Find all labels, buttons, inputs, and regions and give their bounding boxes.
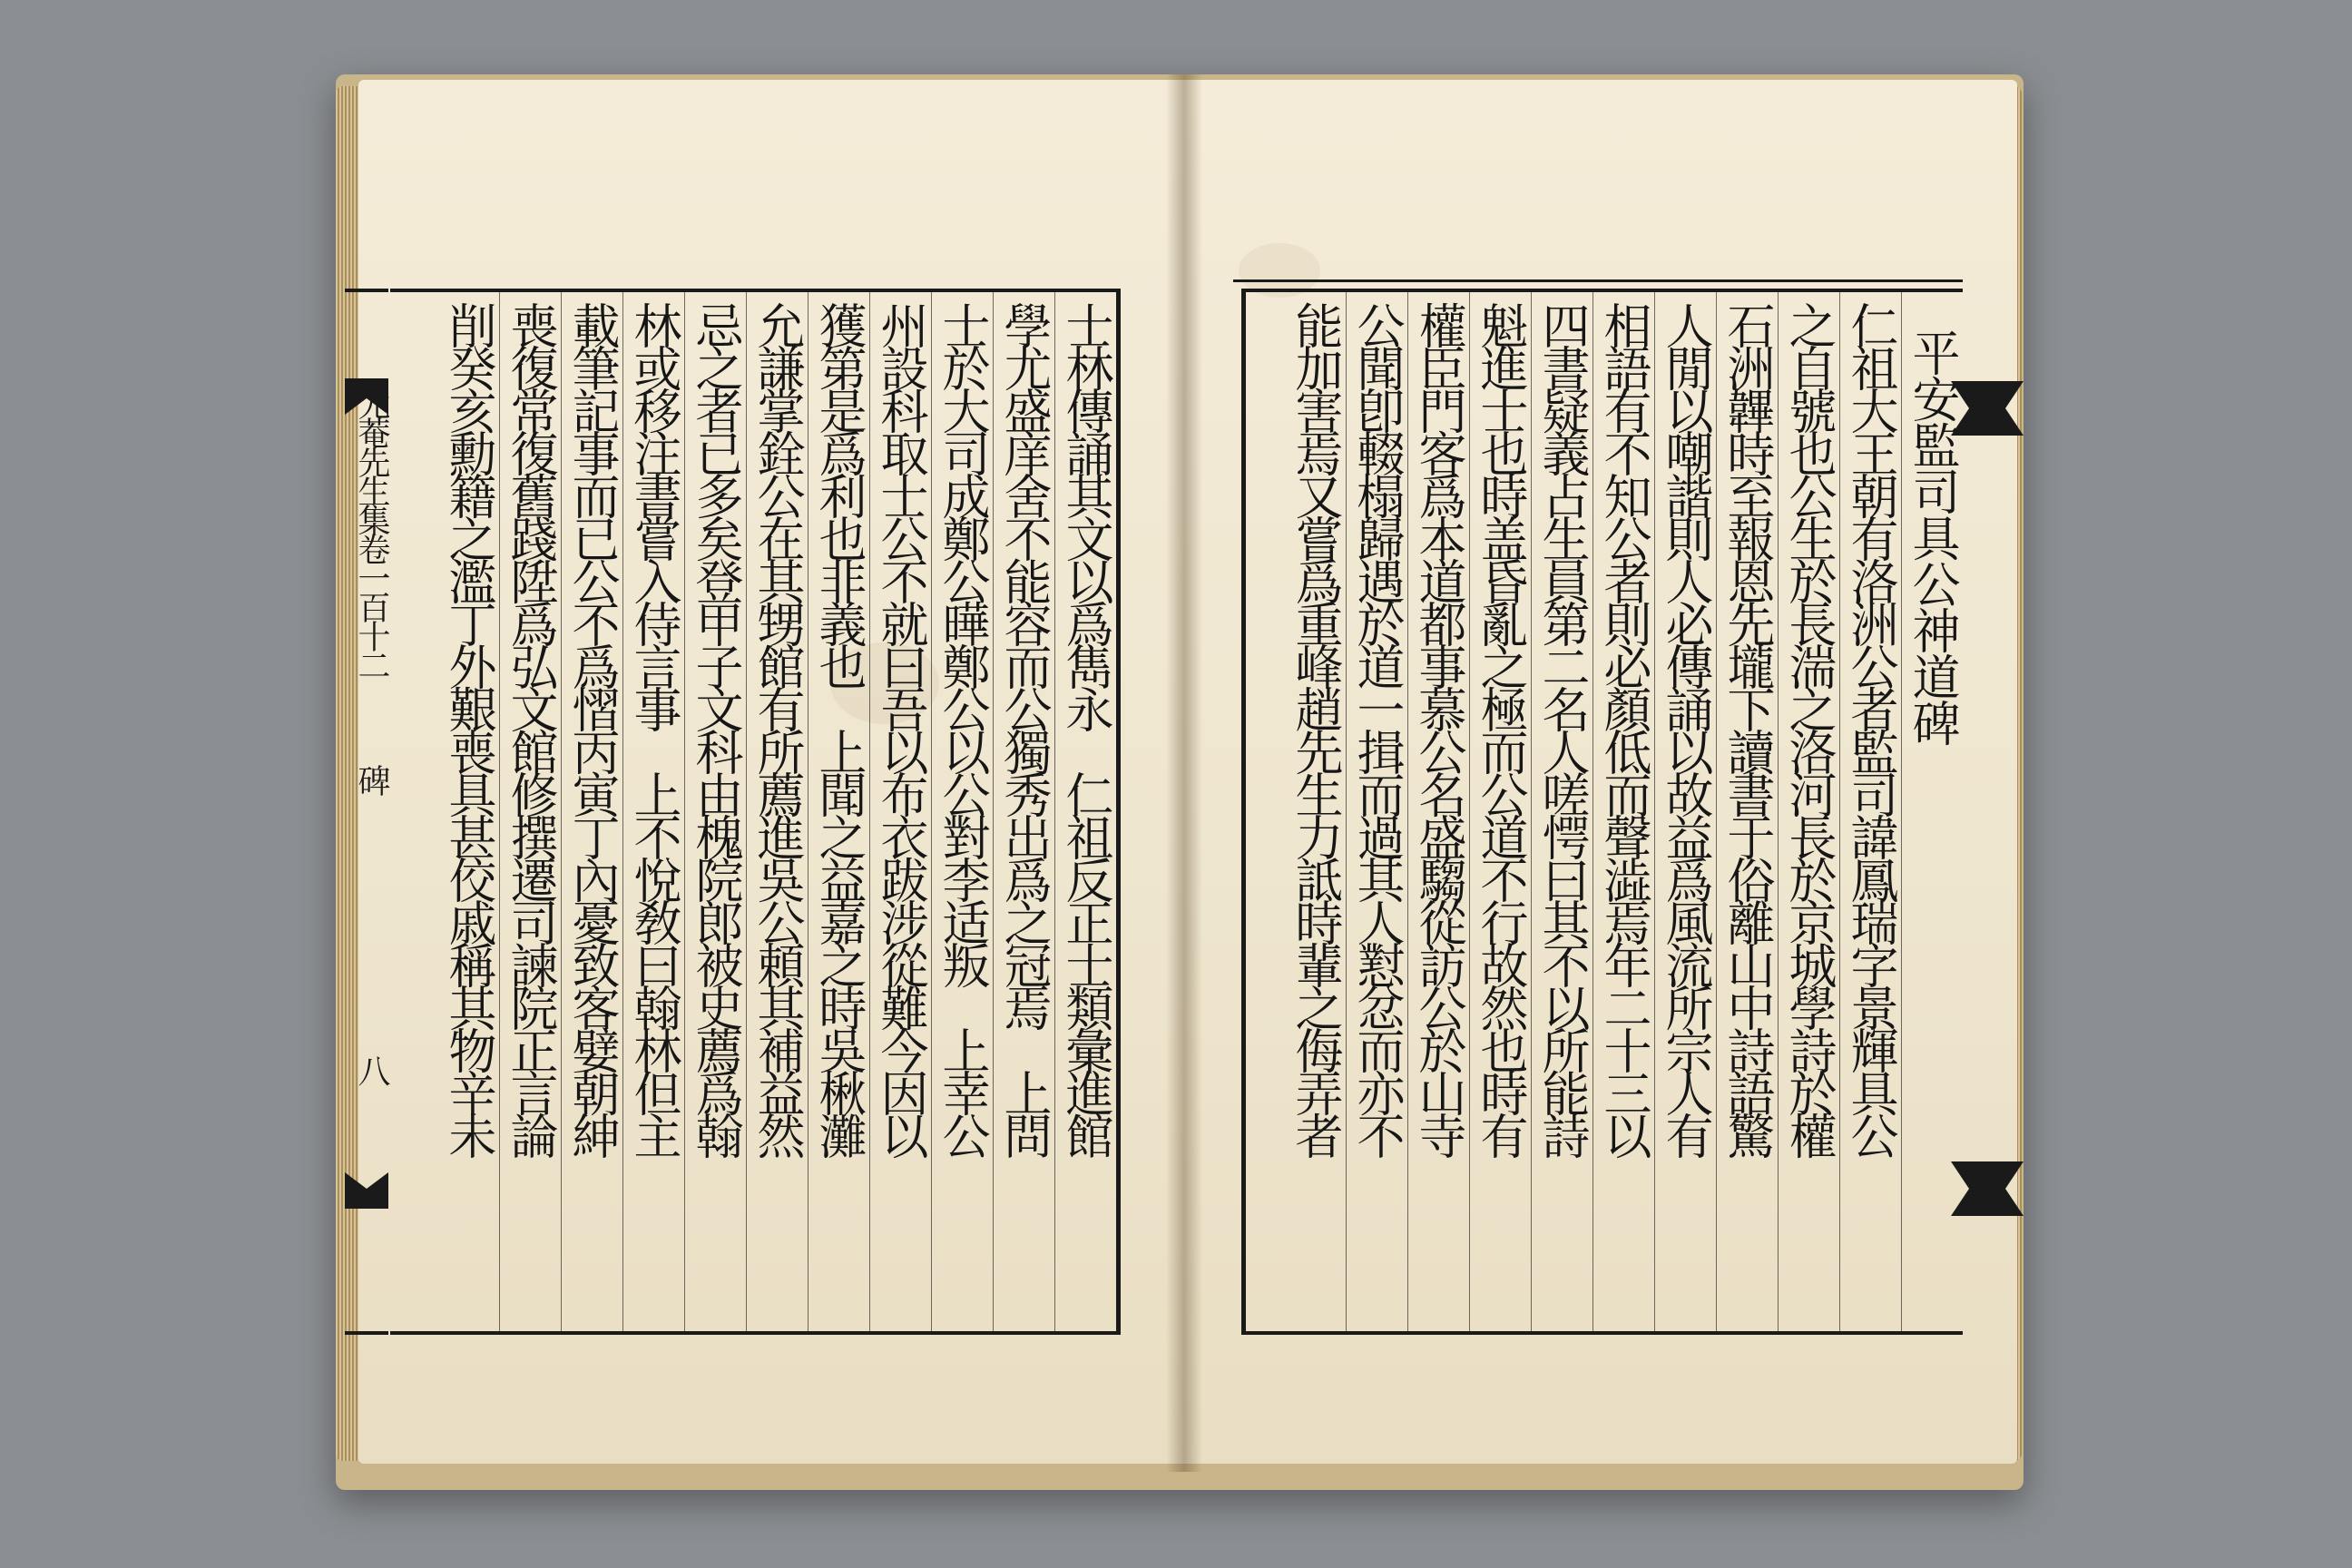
text-column: 石洲韠時至報恩先壠下讀書于俗離山中詩語驚	[1716, 292, 1778, 1331]
text-column: 允謙掌銓公在其甥館有所薦進吳公頼其補益然	[746, 292, 808, 1331]
text-column: 載筆記事而已公不爲慴丙寅丁內憂致客嬖朝紳	[561, 292, 622, 1331]
folio-number: 八	[353, 1054, 390, 1087]
inscription-title: 平安監司具公神道碑	[1901, 292, 1963, 1331]
text-column: 魁進士也時盖昏亂之極而公道不行故然也時有	[1469, 292, 1531, 1331]
text-column: 士於大司成鄭公曄鄭公以公對李适叛 上幸公	[931, 292, 993, 1331]
text-column: 仁祖大王朝有洛洲公者監司諱鳳瑞字景輝具公	[1839, 292, 1901, 1331]
text-column: 權臣門客爲本道都事慕公名盛騶從訪公於山寺	[1407, 292, 1469, 1331]
left-text-frame	[390, 289, 1121, 1335]
right-upper-fishtail-ornament	[1951, 381, 2024, 436]
text-column: 相語有不知公者則必顏低而聲澁焉年二十三以	[1592, 292, 1654, 1331]
book-gutter	[1166, 74, 1202, 1472]
text-column: 士林傳誦其文以爲雋永 仁祖反正士類彙進館	[1054, 292, 1116, 1331]
text-column: 能加害焉又嘗爲重峰趙先生力詆時輩之侮弄者	[1288, 301, 1343, 1154]
text-column: 林或移注書嘗入侍言事 上不悅敎曰翰林但主	[622, 292, 684, 1331]
collection-volume-title: 尤菴先生集卷一百十二	[353, 387, 390, 678]
right-text-frame	[1241, 289, 1963, 1335]
text-column: 獲第是爲利也非義也 上聞之益嘉之時吳楸灘	[808, 292, 869, 1331]
text-column: 喪復常復舊踐陞爲弘文館修撰遷司諫院正言論	[499, 292, 561, 1331]
text-column: 之自號也公生於長湍之洛河長於京城學詩於權	[1778, 292, 1839, 1331]
right-lower-fishtail-ornament	[1951, 1161, 2024, 1216]
lower-fishtail-ornament	[345, 1172, 388, 1209]
text-column: 削癸亥勳籍之濫丁外艱喪具甚佼戚稱其物辛未	[441, 301, 496, 1154]
text-column: 四書疑義占生員第二名人嗟愕曰其不以所能詩	[1531, 292, 1592, 1331]
right-text-columns	[1246, 292, 1963, 1331]
text-column: 學尤盛庠舍不能容而公獨秀出爲之冠焉 上問	[993, 292, 1054, 1331]
text-column: 人閒以嘲諧則人必傳誦以故益爲風流所宗人有	[1654, 292, 1716, 1331]
left-text-columns	[390, 292, 1116, 1331]
page-center-margin	[345, 289, 388, 1335]
section-label: 碑	[353, 764, 390, 793]
text-column: 公聞卽輟榻歸遇於道一揖而過其人懟忿而亦不	[1346, 292, 1407, 1331]
text-column: 忌之者已多矣登甲子文科由槐院郎被史薦爲翰	[684, 292, 746, 1331]
text-column: 州設科取士公不就曰吾以布衣跋涉從難今因以	[869, 292, 931, 1331]
